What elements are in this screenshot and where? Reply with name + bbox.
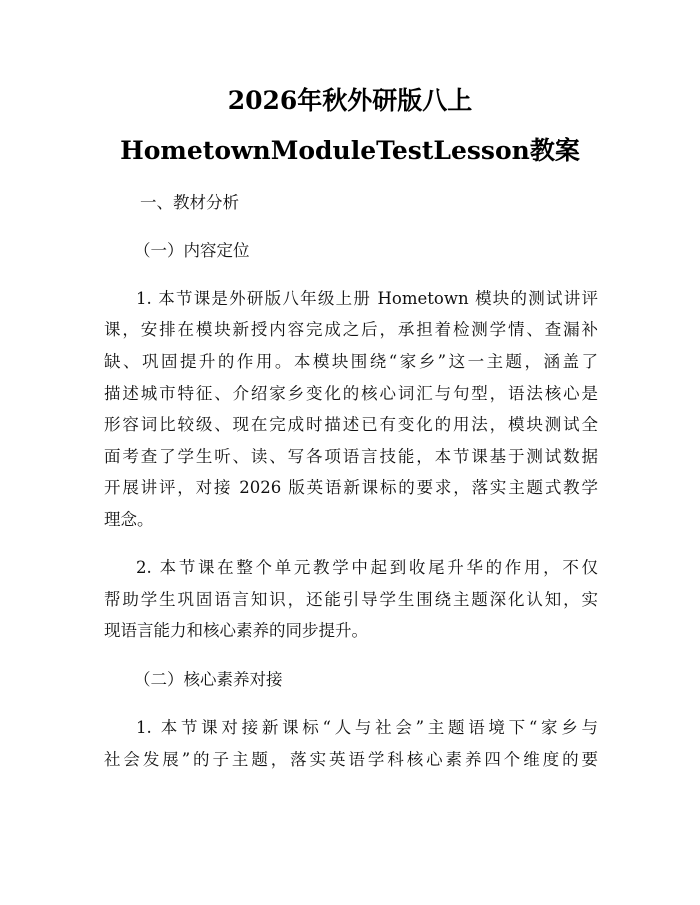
paragraph-line: 社会发展”的子主题，落实英语学科核心素养四个维度的要 — [104, 750, 598, 769]
subsection-heading-content-positioning: （一）内容定位 — [134, 241, 250, 260]
paragraph-line: 2. 本节课在整个单元教学中起到收尾升华的作用，不仅 — [136, 558, 598, 577]
paragraph-line: 1. 本节课对接新课标“人与社会”主题语境下“家乡与 — [136, 718, 598, 737]
paragraph-line: 开展讲评，对接 2026 版英语新课标的要求，落实主题式教学 — [104, 478, 598, 497]
document-title-line1: 2026年秋外研版八上 — [227, 86, 473, 115]
section-heading-materials-analysis: 一、教材分析 — [140, 193, 239, 212]
paragraph-line: 课，安排在模块新授内容完成之后，承担着检测学情、查漏补 — [104, 320, 598, 339]
paragraph-line: 帮助学生巩固语言知识，还能引导学生围绕主题深化认知，实 — [104, 590, 598, 609]
paragraph-line: 面考查了学生听、读、写各项语言技能，本节课基于测试数据 — [104, 447, 598, 466]
paragraph-line: 1. 本节课是外研版八年级上册 Hometown 模块的测试讲评 — [136, 289, 598, 308]
paragraph-line: 理念。 — [104, 510, 154, 529]
paragraph-line: 形容词比较级、现在完成时描述已有变化的用法，模块测试全 — [104, 415, 598, 434]
subsection-heading-core-literacy: （二）核心素养对接 — [134, 670, 283, 689]
paragraph-line: 现语言能力和核心素养的同步提升。 — [104, 621, 368, 640]
document-title-line2: HometownModuleTestLesson教案 — [120, 136, 580, 165]
paragraph-line: 描述城市特征、介绍家乡变化的核心词汇与句型，语法核心是 — [104, 384, 598, 403]
paragraph-line: 缺、巩固提升的作用。本模块围绕“家乡”这一主题，涵盖了 — [104, 352, 598, 371]
